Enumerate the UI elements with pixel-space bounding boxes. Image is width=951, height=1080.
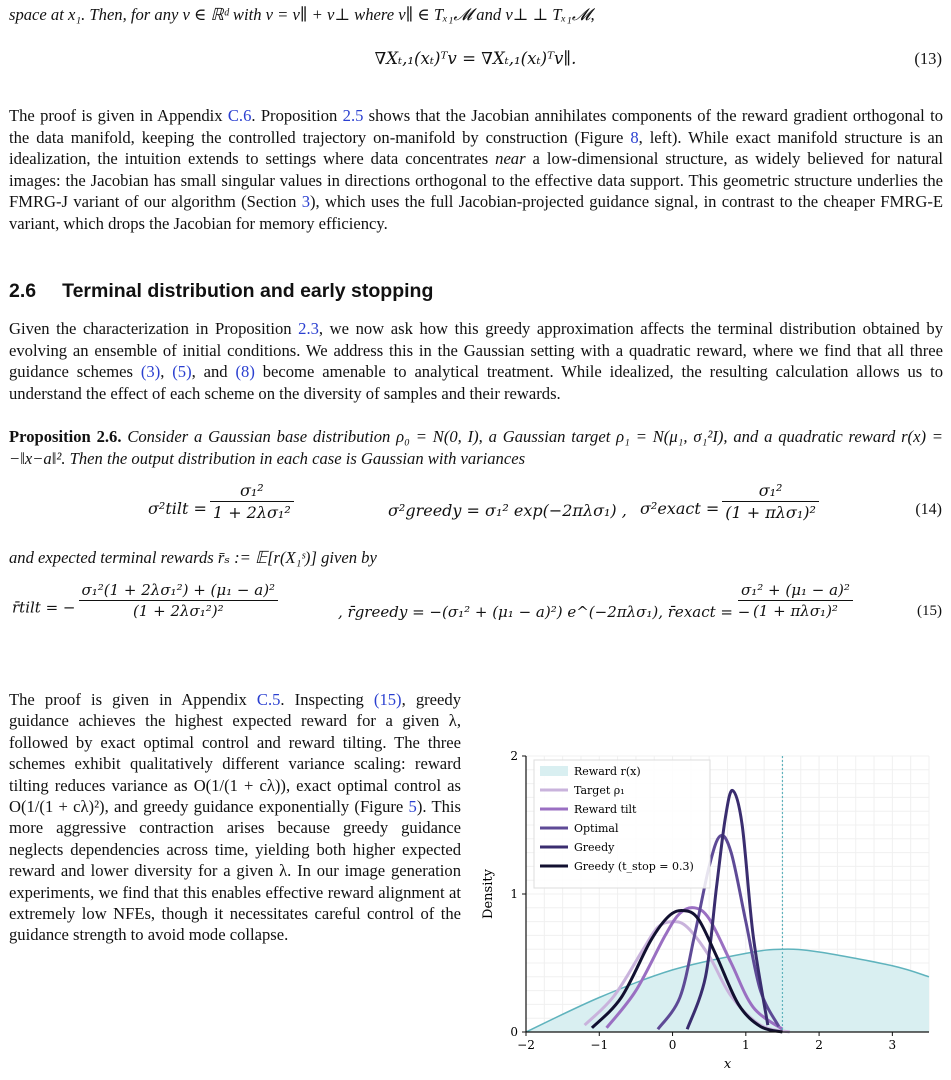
section-heading: 2.6 Terminal distribution and early stopping — [9, 280, 434, 302]
legend-swatch — [540, 766, 568, 776]
link-section-3[interactable]: 3 — [301, 192, 310, 212]
y-tick-label: 1 — [510, 887, 518, 901]
x-axis-label: x — [723, 1057, 732, 1072]
legend-label: Reward r(x) — [574, 765, 641, 778]
link-prop-2-3[interactable]: 2.3 — [298, 319, 319, 338]
legend-label: Greedy (t_stop = 0.3) — [574, 860, 694, 873]
link-appendix-c5[interactable]: C.5 — [256, 690, 281, 709]
link-eq-5[interactable]: (5) — [172, 362, 192, 382]
equation-number: (13) — [914, 49, 942, 68]
link-appendix-c6[interactable]: C.6 — [227, 106, 252, 125]
equation-13-body: ∇Xₜ,₁(xₜ)ᵀv = ∇Xₜ,₁(xₜ)ᵀv∥. — [374, 49, 577, 68]
legend-label: Reward tilt — [574, 803, 637, 816]
equation-13 — [0, 49, 951, 71]
link-figure-5[interactable]: 5 — [408, 797, 417, 817]
link-eq-3[interactable]: (3) — [140, 362, 161, 382]
proposition-2-6: Proposition 2.6. Consider a Gaussian base distribution ρ₀ = N(0, I), a Gaussian target ρ₁ = N(μ₁, σ₁²I), and a quadratic reward r(x) = −‖x−a‖². Then the output distribution in each case is Gaussian with variances — [9, 427, 944, 468]
x-tick-label: 0 — [668, 1038, 677, 1052]
proposition-label: Proposition 2.6. — [9, 427, 122, 446]
paragraph-jacobian: The proof is given in Appendix C.6. Proposition 2.5 shows that the Jacobian annihilates components of the reward gradient orthogonal to the data manifold, keeping the controlled trajectory on-manifold by construction (Figure 8, left). While exact manifold structure is an idealization, the intuition extends to settings where data concentrates near a low-dimensional structure, as widely believed for natural images: the Jacobian has small singular values in directions orthogonal to the effective data support. This geometric structure underlies the FMRG-J variant of our algorithm (Section 3), which uses the full Jacobian-projected guidance signal, in contrast to the cheaper FMRG-E variant, which drops the Jacobian for memory efficiency. — [9, 106, 943, 233]
x-tick-label: −2 — [517, 1038, 535, 1052]
legend-label: Target ρ₁ — [574, 784, 625, 797]
legend-label: Optimal — [574, 822, 619, 835]
equation-number: (15) — [917, 603, 942, 619]
x-tick-label: 2 — [815, 1038, 823, 1052]
density-chart — [474, 738, 939, 1078]
link-prop-2-5[interactable]: 2.5 — [342, 106, 364, 125]
equation-15: r̄tilt = − $\frac{\text{σ₁²(1 + 2λσ₁²) + (μ₁ − a)²}}{\text{(1 + 2λσ₁²)²}}$ , r̄greedy = −(σ₁² + (μ₁ − a)²) e^(−2πλσ₁), r̄exact = − $\frac{\text{σ₁² + (μ₁ − a)²}}{\text{(1 + πλσ₁)²}}$ (15) — [12, 581, 942, 621]
legend-label: Greedy — [574, 841, 615, 854]
paragraph-terminal: Given the characterization in Proposition 2.3, we now ask how this greedy approximation affects the terminal distribution obtained by evolving an ensemble of initial conditions. We address this in the Gaussian setting with a quadratic reward, where we find that all three guidance schemes (3), (5), and (8) become amenable to analytical treatment. While idealized, the resulting calculation allows us to understand the effect of each scheme on the diversity of samples and their rewards. — [9, 319, 944, 403]
x-tick-label: 3 — [888, 1038, 897, 1052]
x-tick-label: −1 — [590, 1038, 609, 1052]
intro-line: space at x₁. Then, for any v ∈ ℝᵈ with v = v∥ + v⊥ where v∥ ∈ Tₓ₁𝓜 and v⊥ ⊥ Tₓ₁𝓜, — [9, 5, 595, 24]
y-tick-label: 2 — [510, 749, 518, 763]
y-axis-label: Density — [481, 869, 496, 919]
link-eq-15[interactable]: (15) — [373, 690, 402, 709]
link-figure-8[interactable]: 8 — [630, 127, 639, 147]
y-tick-label: 0 — [510, 1025, 518, 1039]
expected-rewards-line: and expected terminal rewards r̄ₛ := 𝔼[r(X₁ˢ)] given by — [9, 548, 377, 567]
paragraph-discussion: The proof is given in Appendix C.5. Inspecting (15), greedy guidance achieves the highest expected reward for a given λ, followed by exact optimal control and reward tilting. The three schemes exhibit qualitatively different variance scaling: reward tilting reduces variance as O(1/(1 + cλ)), exact optimal control as O(1/(1 + cλ)²), and greedy guidance exponentially (Figure 5). This more aggressive contraction arises because greedy guidance neglects dependencies across time, yielding both higher expected reward and lower diversity for a given λ. In our image generation experiments, we find that this enables effective reward alignment at extremely low NFEs, though it necessitates careful control of the guidance strength to avoid mode collapse. — [9, 690, 461, 945]
equation-number: (14) — [915, 501, 942, 518]
equation-14: σ²tilt = $\frac{\text{σ₁²}}{\text{1 + 2λσ₁²}}$ σ²greedy = σ₁² exp(−2πλσ₁) , σ²exact = $\frac{\text{σ₁²}}{\text{(1 + πλσ₁)²}}$ (14) — [148, 481, 942, 522]
x-tick-label: 1 — [741, 1038, 750, 1052]
link-eq-8[interactable]: (8) — [235, 362, 255, 382]
